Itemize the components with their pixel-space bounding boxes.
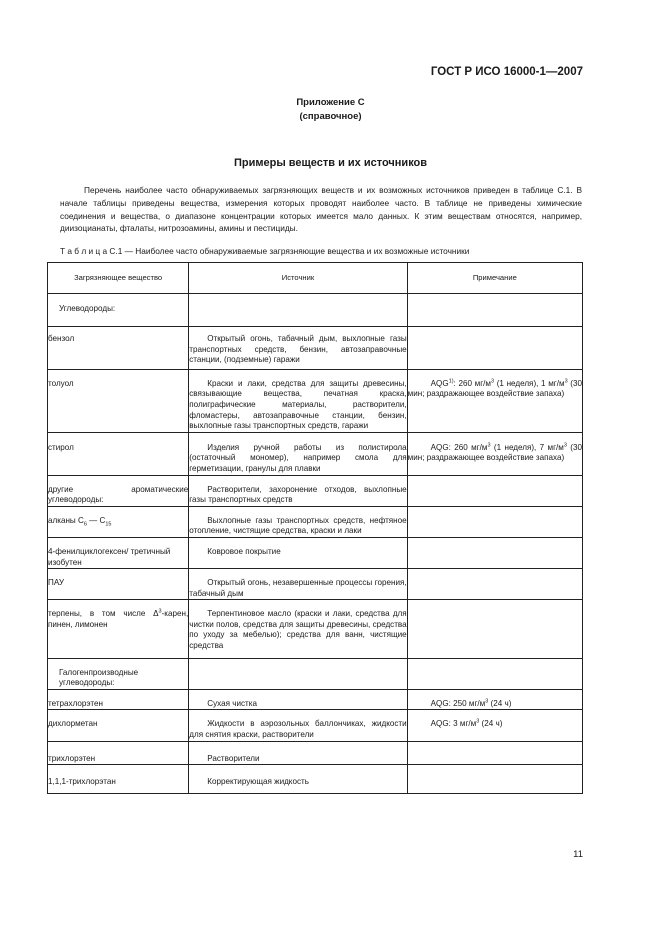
substance-cell: тетрахлорэтен xyxy=(48,689,189,710)
table-row xyxy=(48,369,583,432)
table-row xyxy=(48,569,583,600)
substance-cell: 1,1,1-трихлорэтан xyxy=(48,765,189,794)
source-cell: Изделия ручной работы из полистирола (остаточный мономер), например смола для герметизации, гранулы для плавки xyxy=(189,432,407,475)
table-header-row xyxy=(48,263,583,294)
source-cell: Терпентиновое масло (краски и лаки, средства для чистки полов, средства для защиты древесины, средства по уходу за мебелью); средства для ванн, чистящие средства xyxy=(189,600,407,658)
substance-cell: толуол xyxy=(48,369,189,432)
table-row xyxy=(48,741,583,765)
appendix-title: Приложение С xyxy=(296,97,365,108)
group-hydrocarbons xyxy=(48,294,583,659)
section-title: Примеры веществ и их источников xyxy=(233,157,428,169)
substance-cell: стирол xyxy=(48,432,189,475)
substance-cell: терпены, в том числе $\Delta^3$-карен, пинен, лимонен xyxy=(48,600,189,658)
source-cell: Сухая чистка xyxy=(189,689,407,710)
page-number: 11 xyxy=(573,849,583,860)
substance-cell: дихлорметан xyxy=(48,710,189,741)
source-cell: Ковровое покрытие xyxy=(189,537,407,568)
intro-text: Перечень наиболее часто обнаруживаемых загрязняющих веществ и их возможных источников приведен в таблице С.1. В начале таблицы приведены вещества, измерения которых проводят наиболее часто. В таблице не приведены химические соединения и вещества, о диапазоне концентрации которых имеется мало данных. К этим веществам относятся, например, диизоцианаты, фталаты, нитрозоамины, амины и пестициды. xyxy=(60,185,582,234)
source-cell: Открытый огонь, незавершенные процессы горения, табачный дым xyxy=(189,569,407,600)
table-row xyxy=(48,506,583,537)
table-row xyxy=(48,658,583,689)
substance-cell: бензол xyxy=(48,327,189,370)
source-cell: Открытый огонь, табачный дым, выхлопные газы транспортных средств, бензин, автозаправочные станции, (подземные) гаражи xyxy=(189,327,407,370)
note-cell: AQG: 3 $мг/м^3$ (24 ч) xyxy=(407,710,582,741)
source-cell: Жидкости в аэрозольных баллончиках, жидкости для снятия краски, растворители xyxy=(189,710,407,741)
source-cell: Растворители xyxy=(189,741,407,765)
table-row xyxy=(48,327,583,370)
table-row xyxy=(48,294,583,327)
table-row xyxy=(48,765,583,794)
substances-table xyxy=(47,262,583,794)
substance-cell: ПАУ xyxy=(48,569,189,600)
appendix-heading xyxy=(0,96,661,124)
table-row xyxy=(48,475,583,506)
intro-paragraph xyxy=(60,184,582,235)
substance-cell: другие ароматические углеводороды: xyxy=(48,475,189,506)
note-cell: AQG: 260 $мг/м^3$ (1 неделя), 7 $мг/м^3$ (30 мин; раздражающее воздействие запаха) xyxy=(407,432,582,475)
document-code: ГОСТ Р ИСО 16000-1—2007 xyxy=(430,66,583,78)
substance-cell: алканы $С_6$ — $С_{15}$ xyxy=(48,506,189,537)
substance-cell: 4-фенилциклогексен/ третичный изобутен xyxy=(48,537,189,568)
header-note: Примечание xyxy=(407,263,582,294)
group-label: Галогенпроизводные углеводороды: xyxy=(48,658,189,689)
source-cell: Краски и лаки, средства для защиты древесины, связывающие вещества, печатная краска, полиграфические материалы, растворители, фломастеры, автозаправочные станции, бензин, выхлопные газы транспортных средств, гаражи xyxy=(189,369,407,432)
source-cell: Растворители, захоронение отходов, выхлопные газы транспортных средств xyxy=(189,475,407,506)
group-label: Углеводороды: xyxy=(48,294,189,327)
table-row xyxy=(48,537,583,568)
header-source: Источник xyxy=(189,263,407,294)
source-cell: Выхлопные газы транспортных средств, нефтяное отопление, чистящие средства, краски и лаки xyxy=(189,506,407,537)
table-caption: Т а б л и ц а С.1 — Наиболее часто обнаруживаемые загрязняющие вещества и их возможные источники xyxy=(60,246,470,256)
table-row xyxy=(48,710,583,741)
appendix-subtitle: (справочное) xyxy=(299,111,362,122)
note-cell: AQG$^{1)}$: 260 $мг/м^3$ (1 неделя), 1 $мг/м^3$ (30 мин; раздражающее воздействие запаха) xyxy=(407,369,582,432)
header-substance: Загрязняющее вещество xyxy=(48,263,189,294)
note-cell: AQG: 250 $мг/м^3$ (24 ч) xyxy=(407,689,582,710)
source-cell: Корректирующая жидкость xyxy=(189,765,407,794)
table-row xyxy=(48,432,583,475)
table-row xyxy=(48,600,583,658)
substance-cell: трихлорэтен xyxy=(48,741,189,765)
table-row xyxy=(48,689,583,710)
group-halogenated xyxy=(48,658,583,793)
